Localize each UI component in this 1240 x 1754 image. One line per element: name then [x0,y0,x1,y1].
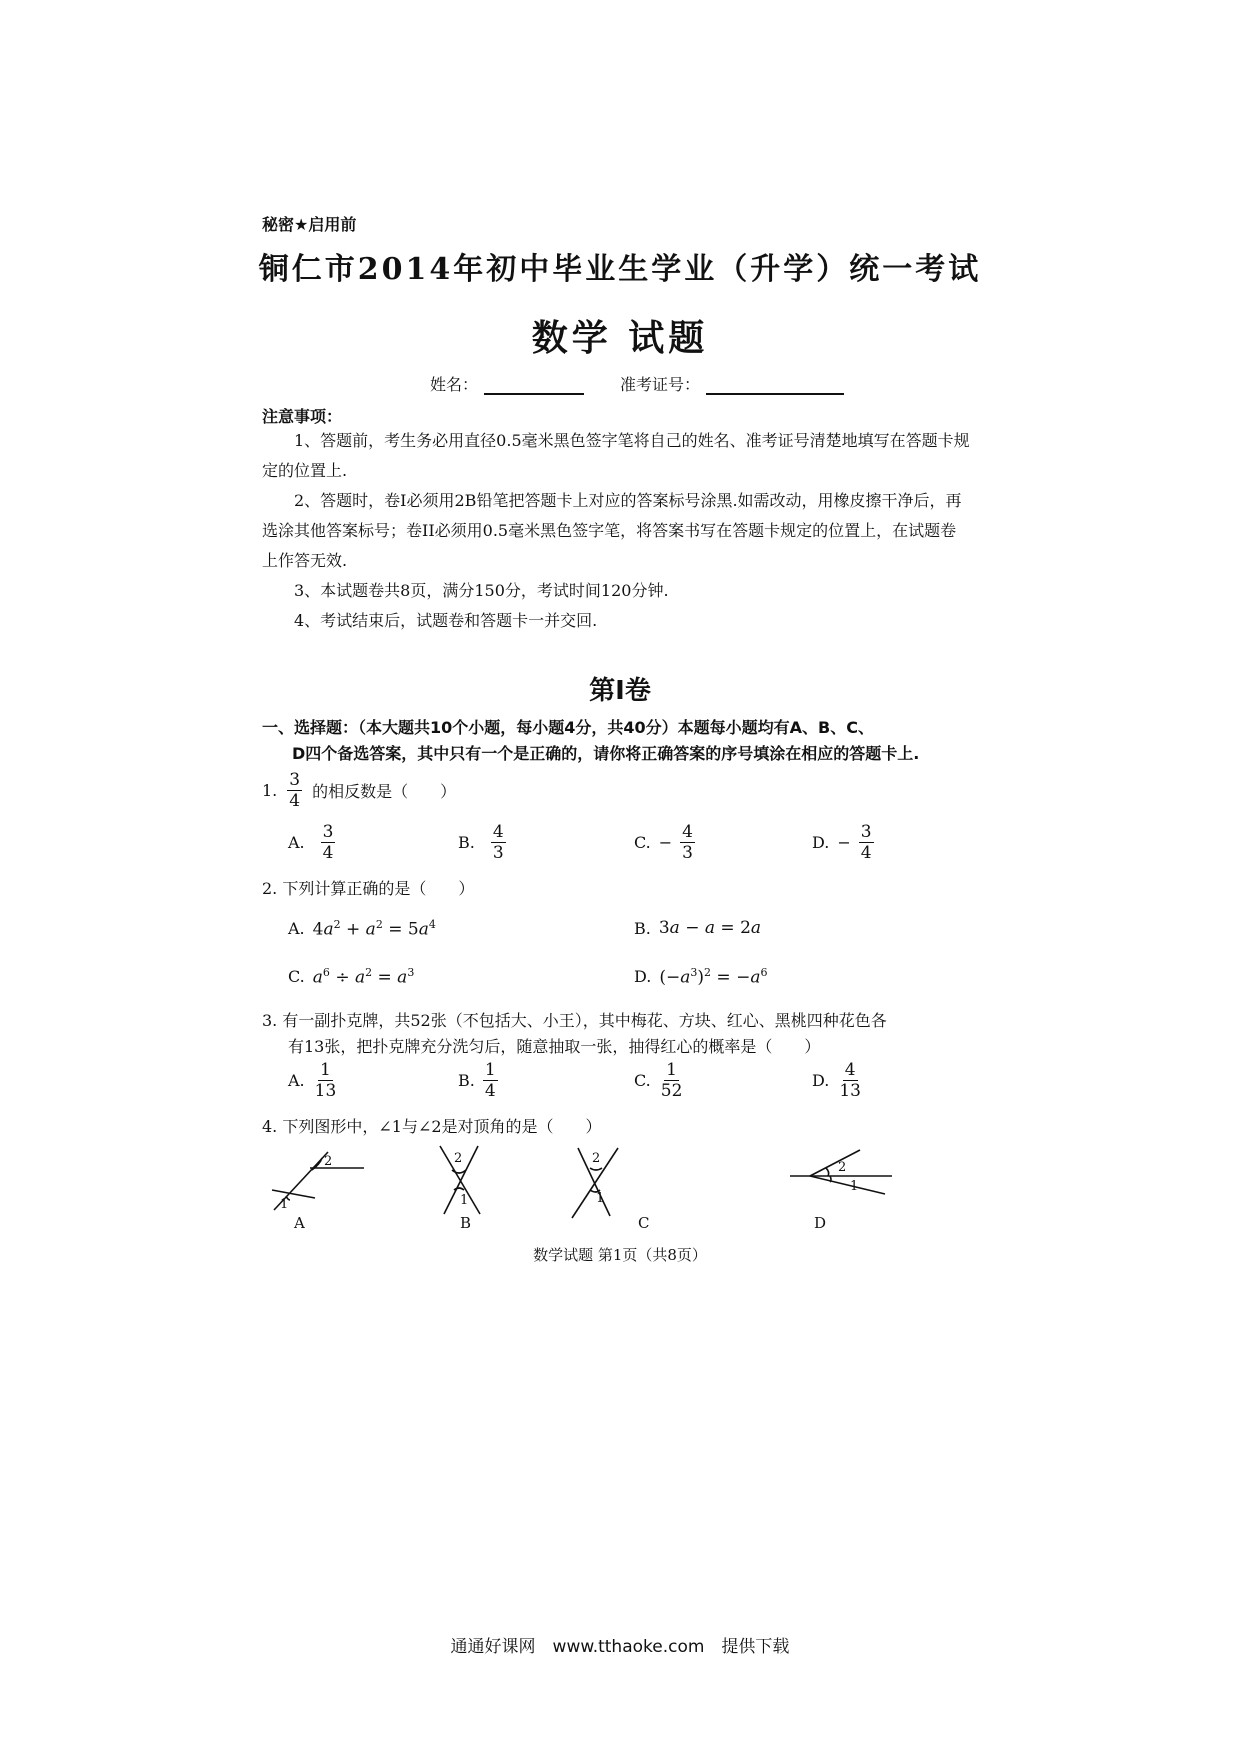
denominator: 3 [492,843,504,863]
fig-a-angle-2: 2 [324,1154,333,1169]
option-formula: $a^6 \div a^2 = a^3$ [312,966,415,988]
volume-title: 第Ⅰ卷 [589,676,651,706]
denominator: 4 [860,843,872,863]
id-blank [706,375,844,395]
option-sign: − [658,833,673,852]
question-2-stem: 2. 下列计算正确的是（ ） [262,879,475,898]
q3-option-a[interactable] [288,1060,338,1101]
q1-option-c[interactable] [634,822,695,863]
q3-option-b[interactable] [458,1060,498,1101]
question-text: 有13张，把扑克牌充分洗匀后，随意抽取一张，抽得红心的概率是（ ） [288,1037,821,1056]
question-number: 1. [262,781,278,800]
fig-c-angle-2: 2 [592,1151,601,1166]
question-text: 3. 有一副扑克牌，共52张（不包括大、小王），其中梅花、方块、红心、黑桃四种花色各 [262,1011,887,1030]
notice-list [262,426,972,636]
name-blank [484,375,584,395]
fig-a-angle-1: 1 [280,1197,289,1212]
fraction [659,1060,685,1101]
option-label: C. [634,1071,651,1090]
section-line-2: D四个备选答案，其中只有一个是正确的，请你将正确答案的序号填涂在相应的答题卡上. [292,744,920,763]
q2-option-a[interactable] [288,918,436,940]
denominator: 13 [314,1081,337,1101]
section-line-1: 一、选择题：（本大题共10个小题，每小题4分，共40分）本题每小题均有A、B、C、 [262,718,874,737]
option-label: A. [288,833,305,852]
option-sign: − [837,833,851,852]
numerator: 4 [682,822,693,842]
question-3-stem [262,1008,982,1060]
confidential-mark: 秘密★启用前 [262,215,357,234]
option-label: A. [288,919,305,939]
option-label: B. [458,1071,475,1090]
q1-option-a[interactable] [288,822,335,863]
download-watermark: 通通好课网 www.tthaoke.com 提供下载 [450,1637,790,1657]
option-label: D. [812,1071,830,1090]
fraction [287,770,302,811]
option-label: D. [812,833,830,852]
option-label: A. [288,1071,305,1090]
fig-b-angle-1: 1 [460,1193,469,1208]
question-text: 的相反数是（ ） [312,782,457,801]
notice-item: 4、考试结束后，试题卷和答题卡一并交回. [294,611,598,630]
q1-option-b[interactable] [458,822,506,863]
option-label: B. [634,918,651,938]
denominator: 3 [682,843,693,863]
figure-a-label[interactable]: A [294,1214,305,1232]
name-label: 姓名： [430,375,479,394]
q1-option-d[interactable] [812,822,874,863]
option-label: C. [634,833,651,852]
option-label: C. [288,967,305,987]
option-formula: $4a^2 + a^2 = 5a^4$ [312,918,436,940]
q2-option-b[interactable] [634,918,761,938]
q2-option-d[interactable] [634,966,767,988]
numerator: 4 [844,1060,856,1080]
numerator: 3 [860,822,872,842]
notice-title: 注意事项： [262,407,343,426]
option-formula: 3a − a = 2a [658,918,762,938]
fraction [321,822,336,863]
numerator: 3 [322,822,334,842]
option-label: D. [634,967,652,987]
candidate-info-row [430,372,844,395]
fraction [859,822,874,863]
id-label: 准考证号： [620,375,701,394]
fraction [837,1060,863,1101]
subject-title: 数学 试题 [531,318,709,359]
numerator: 1 [666,1060,677,1080]
figure-b-label[interactable]: B [460,1214,472,1232]
q2-option-c[interactable] [288,966,414,988]
figure-c-label[interactable]: C [638,1214,650,1232]
notice-item: 2、答题时，卷I必须用2B铅笔把答题卡上对应的答案标号涂黑.如需改动，用橡皮擦干净后，再选涂其他答案标号；卷II必须用0.5毫米黑色签字笔，将答案书写在答题卡规定的位置上，在试题卷上作答无效. [262,491,962,570]
denominator: 4 [289,791,301,811]
option-label: B. [458,833,475,852]
fraction [491,822,506,863]
numerator: 4 [492,822,504,842]
numerator: 3 [289,770,301,790]
fig-d-angle-2: 2 [838,1160,847,1175]
page-footer: 数学试题 第1页（共8页） [533,1246,707,1264]
section-instructions [262,715,972,767]
q3-option-d[interactable] [812,1060,863,1101]
fig-c-angle-1: 1 [596,1191,605,1206]
denominator: 52 [660,1081,683,1101]
figure-d-label[interactable]: D [814,1214,827,1232]
question-1-stem [262,770,456,811]
notice-item: 3、本试题卷共8页，满分150分，考试时间120分钟. [294,581,669,600]
question-4-stem: 4. 下列图形中，∠1与∠2是对顶角的是（ ） [262,1117,602,1136]
fig-b-angle-2: 2 [454,1151,463,1166]
fraction [680,822,695,863]
q3-option-c[interactable] [634,1060,684,1101]
notice-item: 1、答题前，考生务必用直径0.5毫米黑色签字笔将自己的姓名、准考证号清楚地填写在答题卡规定的位置上. [262,431,970,480]
angle-figures [260,1138,940,1228]
option-formula: $(-a^3)^2 = -a^6$ [659,966,768,988]
denominator: 4 [322,843,334,863]
fig-d-angle-1: 1 [850,1179,859,1194]
exam-title: 铜仁市2014年初中毕业生学业（升学）统一考试 [258,252,982,287]
denominator: 4 [484,1081,496,1101]
fraction [483,1060,498,1101]
numerator: 1 [484,1060,496,1080]
numerator: 1 [320,1060,331,1080]
denominator: 13 [839,1081,861,1101]
fraction [313,1060,339,1101]
